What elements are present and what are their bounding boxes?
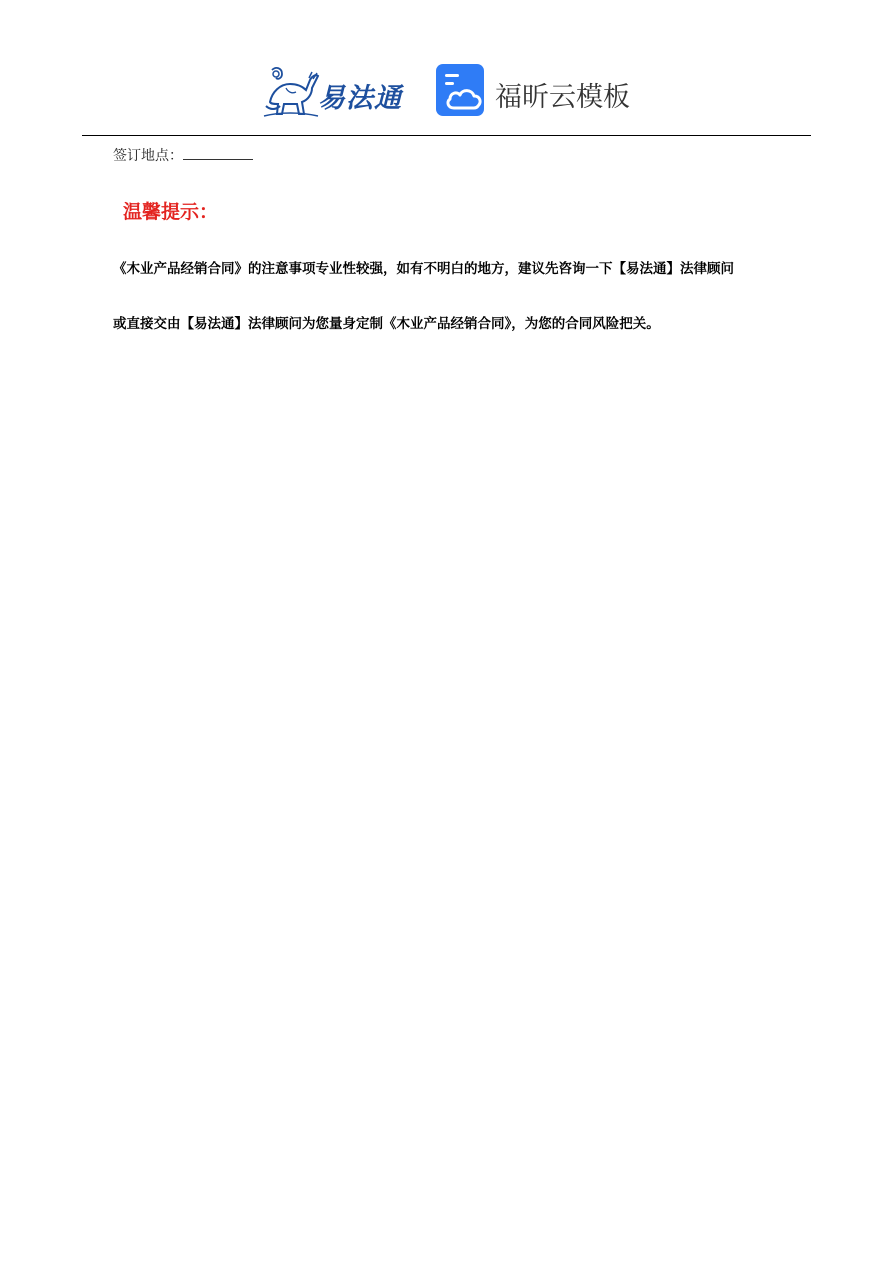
yifatong-logo-text: 易法通 <box>318 83 402 114</box>
tip-line: 《木业产品经销合同》的注意事项专业性较强，如有不明白的地方，建议先咨询一下【易法通】法律顾问 <box>113 261 734 277</box>
tip-line: 或直接交由【易法通】法律顾问为您量身定制《木业产品经销合同》，为您的合同风险把关。 <box>113 316 660 332</box>
qilin-mascot-icon <box>262 62 320 120</box>
document-cloud-icon <box>436 64 488 116</box>
yifatong-logo <box>262 62 414 120</box>
header-divider <box>82 135 811 136</box>
fuxin-logo-text: 福昕云模板 <box>495 82 630 113</box>
page-header <box>0 56 893 122</box>
tip-title: 温馨提示： <box>123 201 219 223</box>
sign-place-blank <box>183 147 253 160</box>
sign-place-row <box>113 145 253 165</box>
fuxin-logo <box>436 64 636 118</box>
sign-place-label: 签订地点： <box>113 148 183 164</box>
